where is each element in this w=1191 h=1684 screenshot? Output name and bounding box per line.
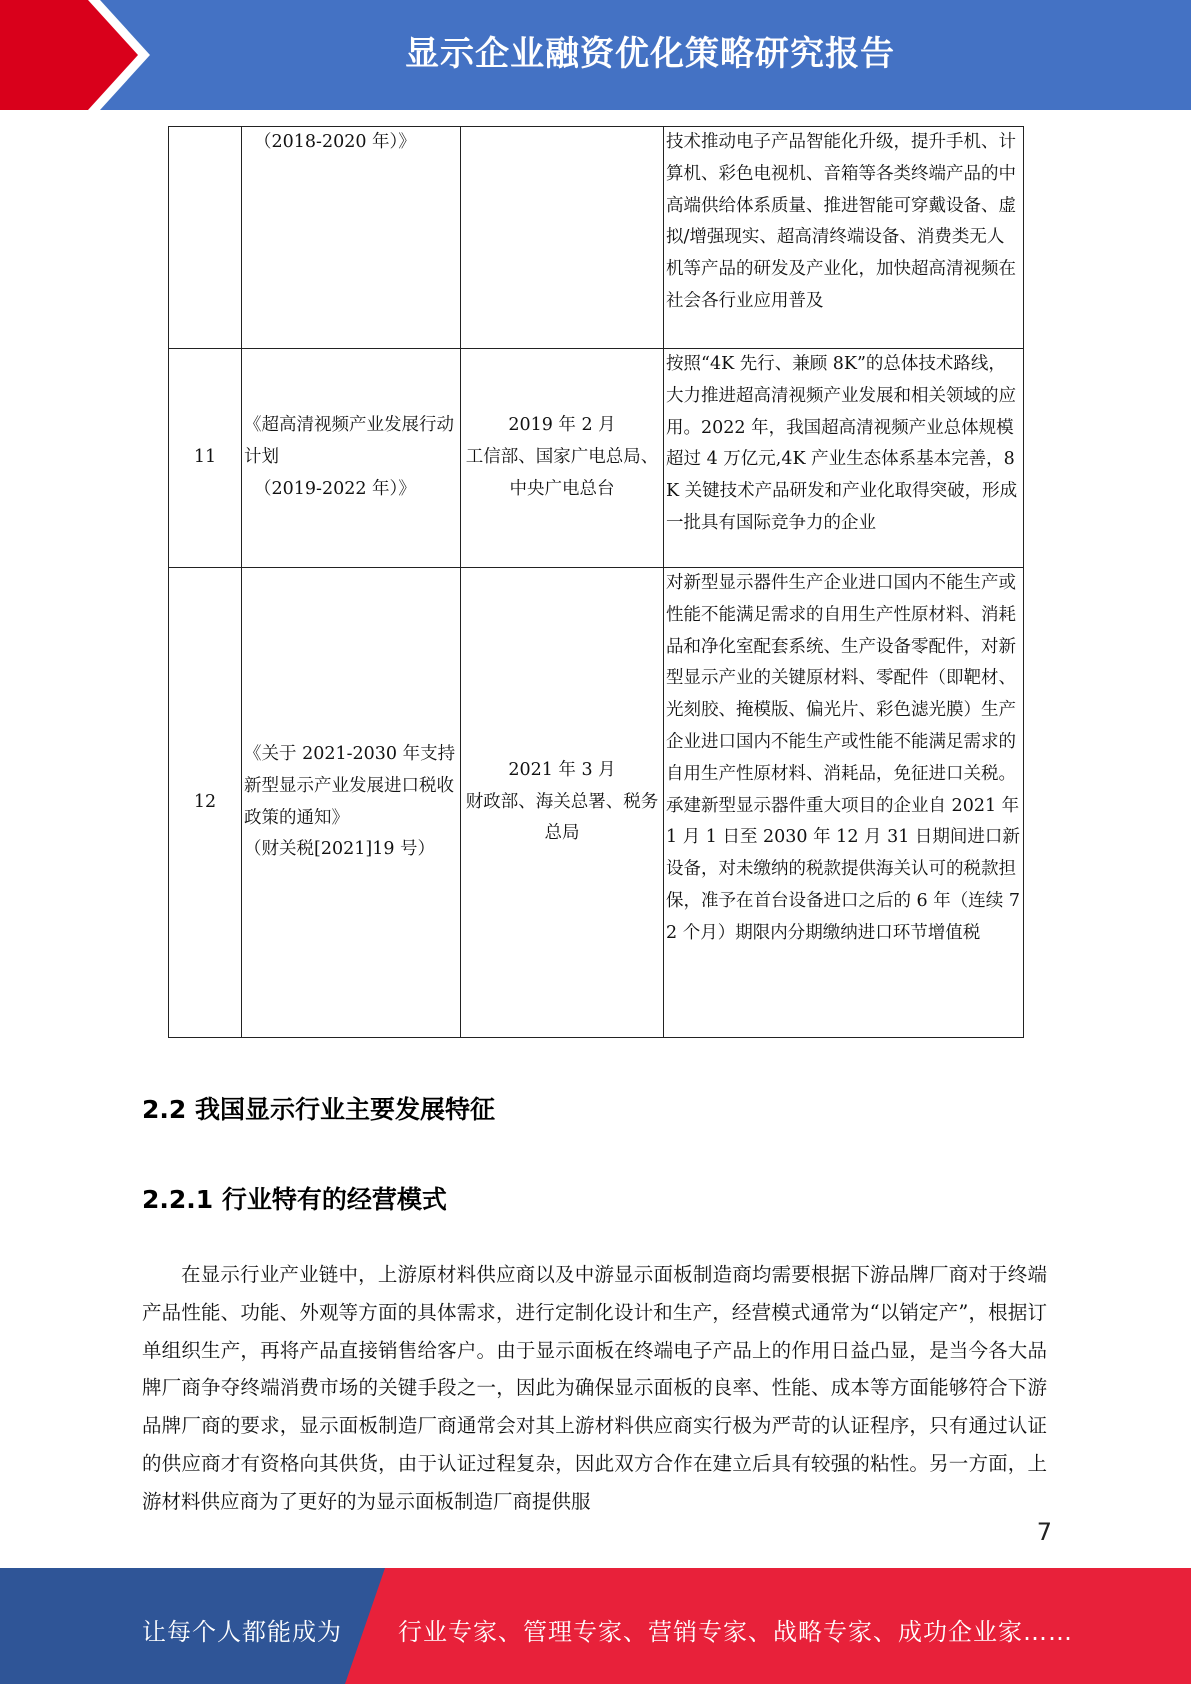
- policy-name-line: 《超高清视频产业发展行动计划: [244, 415, 454, 468]
- policy-name-line: （财关税[2021]19 号）: [244, 839, 436, 860]
- policy-name: [242, 568, 461, 1038]
- page-number: 7: [1036, 1518, 1052, 1546]
- policy-name: [242, 349, 461, 568]
- issue-date-and-issuer: [461, 568, 664, 1038]
- page-footer: [0, 1568, 1191, 1684]
- table-row: [169, 349, 1024, 568]
- issuer: 工信部、国家广电总局、中央广电总台: [465, 447, 659, 499]
- policy-content: 按照“4K 先行、兼顾 8K”的总体技术路线，大力推进超高清视频产业发展和相关领域的应用。2022 年，我国超高清视频产业总体规模超过 4 万亿元,4K 产业生态体系基本完善，8K 关键技术产品研发和产业化取得突破，形成一批具有国际竞争力的企业: [664, 349, 1024, 568]
- policy-content: 对新型显示器件生产企业进口国内不能生产或性能不能满足需求的自用生产性原材料、消耗品和净化室配套系统、生产设备零配件，对新型显示产业的关键原材料、零配件（即靶材、光刻胶、掩模版、偏光片、彩色滤光膜）生产企业进口国内不能生产或性能不能满足需求的自用生产性原材料、消耗品，免征进口关税。承建新型显示器件重大项目的企业自 2021 年 1 月 1 日至 2030 年 12 月 31 日期间进口新设备，对未缴纳的税款提供海关认可的税款担保，准予在首台设备进口之后的 6 年（连续 72 个月）期限内分期缴纳进口环节增值税: [664, 568, 1024, 1038]
- policy-name: [242, 127, 461, 349]
- issue-date: 2021 年 3 月: [508, 759, 616, 780]
- row-number: [169, 127, 242, 349]
- table-row: [169, 127, 1024, 349]
- policy-name-line: （2018-2020 年）》: [254, 132, 416, 152]
- report-title: 显示企业融资优化策略研究报告: [405, 34, 895, 74]
- table-row: [169, 568, 1024, 1038]
- footer-slogan-left: 让每个人都能成为: [142, 1618, 342, 1646]
- page-header: [0, 0, 1191, 110]
- issue-date: 2019 年 2 月: [508, 415, 616, 436]
- section-heading: 2.2 我国显示行业主要发展特征: [142, 1095, 495, 1124]
- policy-table: [168, 126, 1024, 1038]
- policy-name-line: （2019-2022 年）》: [254, 478, 416, 499]
- policy-content: 技术推动电子产品智能化升级，提升手机、计算机、彩色电视机、音箱等各类终端产品的中高端供给体系质量、推进智能可穿戴设备、虚拟/增强现实、超高清终端设备、消费类无人机等产品的研发及产业化，加快超高清视频在社会各行业应用普及: [664, 127, 1024, 349]
- body-paragraph: 在显示行业产业链中，上游原材料供应商以及中游显示面板制造商均需要根据下游品牌厂商对于终端产品性能、功能、外观等方面的具体需求，进行定制化设计和生产，经营模式通常为“以销定产”，根据订单组织生产，再将产品直接销售给客户。由于显示面板在终端电子产品上的作用日益凸显，是当今各大品牌厂商争夺终端消费市场的关键手段之一，因此为确保显示面板的良率、性能、成本等方面能够符合下游品牌厂商的要求，显示面板制造厂商通常会对其上游材料供应商实行极为严苛的认证程序，只有通过认证的供应商才有资格向其供货，由于认证过程复杂，因此双方合作在建立后具有较强的粘性。另一方面，上游材料供应商为了更好的为显示面板制造厂商提供服: [142, 1263, 1047, 1513]
- row-number: 12: [169, 568, 242, 1038]
- issuer: 财政部、海关总署、税务总局: [465, 791, 659, 844]
- header-arrow-decoration: [0, 0, 160, 110]
- issue-date-and-issuer: [461, 127, 664, 349]
- policy-name-line: 《关于 2021-2030 年支持新型显示产业发展进口税收政策的通知》: [244, 743, 456, 828]
- subsection-heading: 2.2.1 行业特有的经营模式: [142, 1185, 447, 1214]
- footer-slogan-right: 行业专家、管理专家、营销专家、战略专家、成功企业家……: [398, 1618, 1073, 1646]
- row-number: 11: [169, 349, 242, 568]
- issue-date-and-issuer: [461, 349, 664, 568]
